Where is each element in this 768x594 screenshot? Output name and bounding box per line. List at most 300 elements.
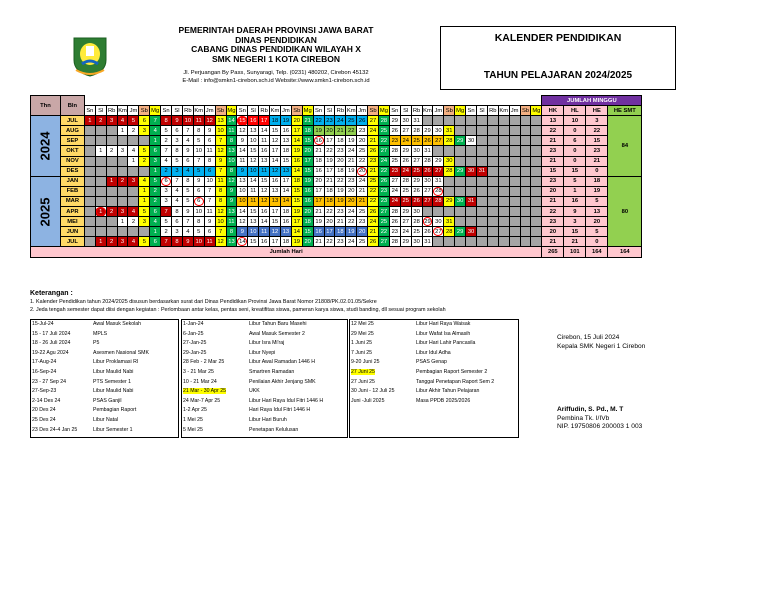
calendar-day: 11 — [248, 186, 259, 196]
event-date: 1 Mei 25 — [183, 417, 203, 423]
empty-day — [106, 136, 117, 146]
hl-value: 0 — [564, 156, 586, 166]
calendar-day: 30 — [455, 196, 466, 206]
event-description: Masa PPDB 2025/2026 — [416, 397, 471, 404]
month-label: JUL — [60, 116, 84, 126]
notes-title: Keterangan : — [30, 290, 73, 297]
he-value: 19 — [586, 186, 608, 196]
hl-value: 10 — [564, 116, 586, 126]
event-date: 19-22 Agu 2024 — [32, 349, 69, 356]
document-title: KALENDER PENDIDIKAN — [494, 32, 622, 44]
he-value: 15 — [586, 136, 608, 146]
calendar-day: 5 — [128, 116, 139, 126]
event-description: Penetapan Kelulusan — [249, 426, 299, 433]
calendar-day: 28 — [444, 227, 455, 237]
calendar-day: 9 — [193, 176, 204, 186]
calendar-day: 16 — [259, 237, 270, 247]
empty-day — [95, 126, 106, 136]
weekday-header: Sl — [95, 106, 106, 116]
empty-day — [531, 116, 542, 126]
calendar-day: 4 — [182, 136, 193, 146]
calendar-day: 9 — [237, 136, 248, 146]
calendar-day: 1 — [117, 217, 128, 227]
calendar-day: 5 — [150, 176, 161, 186]
month-label: MAR — [60, 196, 84, 206]
calendar-day: 1 — [95, 146, 106, 156]
calendar-day: 9 — [182, 207, 193, 217]
month-label: JAN — [60, 176, 84, 186]
event-date: 17-Aug-24 — [32, 359, 57, 366]
calendar-day: 27 — [422, 196, 433, 206]
hl-header: HL — [564, 106, 586, 116]
calendar-day: 26 — [422, 166, 433, 176]
calendar-day: 20 — [302, 146, 313, 156]
hk-value: 23 — [542, 176, 564, 186]
calendar-day: 26 — [422, 227, 433, 237]
notes-line: 1. Kalender Pendidikan tahun 2024/2025 disusun berdasarkan surat dari Dinas Pendidikan Provinsi Jawa Barat Nomor 21808/PK.02.01.05/Sekre — [30, 299, 377, 305]
he-value: 3 — [586, 116, 608, 126]
empty-day — [498, 237, 509, 247]
empty-day — [509, 166, 520, 176]
event-description: Libur Idul Adha — [416, 349, 451, 356]
calendar-day: 28 — [444, 136, 455, 146]
calendar-day: 21 — [313, 237, 324, 247]
calendar-day: 11 — [215, 176, 226, 186]
empty-day — [498, 116, 509, 126]
weekday-header: Sb — [368, 106, 379, 116]
calendar-day: 13 — [280, 227, 291, 237]
event-description: Libur Hari Raya Waisak — [416, 321, 471, 327]
event-description: Asesmen Nasional SMK — [93, 349, 149, 356]
calendar-day: 23 — [324, 116, 335, 126]
calendar-day: 26 — [411, 196, 422, 206]
event-date: 7 Juni 25 — [351, 349, 373, 356]
empty-day — [117, 166, 128, 176]
calendar-day: 22 — [346, 126, 357, 136]
empty-day — [487, 146, 498, 156]
empty-day — [455, 116, 466, 126]
weekday-header: Jm — [357, 106, 368, 116]
calendar-day: 23 — [335, 207, 346, 217]
calendar-day: 3 — [172, 166, 183, 176]
weekday-header: Km — [498, 106, 509, 116]
empty-day — [106, 217, 117, 227]
calendar-day: 21 — [313, 146, 324, 156]
event-date: 23 - 27 Sep 24 — [32, 378, 67, 385]
calendar-day: 15 — [280, 156, 291, 166]
calendar-day: 14 — [270, 156, 281, 166]
calendar-day: 14 — [291, 136, 302, 146]
month-label: JUN — [60, 227, 84, 237]
empty-day — [487, 237, 498, 247]
month-column-header: Bln — [60, 96, 84, 116]
calendar-day: 14 — [280, 196, 291, 206]
calendar-day: 28 — [400, 176, 411, 186]
calendar-day: 2 — [161, 166, 172, 176]
calendar-day: 21 — [313, 207, 324, 217]
hk-value: 21 — [542, 237, 564, 247]
weekday-header: Jm — [509, 106, 520, 116]
event-description: UKK — [249, 388, 260, 395]
empty-day — [84, 146, 95, 156]
empty-day — [84, 156, 95, 166]
he-value: 13 — [586, 207, 608, 217]
empty-day — [444, 146, 455, 156]
calendar-day: 1 — [117, 126, 128, 136]
event-date: 1 Juni 25 — [351, 340, 373, 347]
calendar-day: 2 — [161, 136, 172, 146]
calendar-day: 1 — [150, 166, 161, 176]
empty-day — [509, 146, 520, 156]
calendar-day: 13 — [226, 146, 237, 156]
signatory-name: Ariffudin, S. Pd., M. T — [557, 406, 624, 413]
calendar-day: 15 — [237, 116, 248, 126]
calendar-day: 11 — [259, 227, 270, 237]
empty-day — [466, 126, 477, 136]
empty-day — [84, 227, 95, 237]
calendar-day: 23 — [378, 186, 389, 196]
calendar-day: 2 — [150, 186, 161, 196]
calendar-day: 7 — [161, 146, 172, 156]
event-description: Libur Wafat Isa Almasih — [416, 330, 471, 337]
calendar-day: 4 — [150, 217, 161, 227]
weekday-header: Jm — [128, 106, 139, 116]
calendar-day: 9 — [237, 166, 248, 176]
calendar-day: 8 — [215, 196, 226, 206]
calendar-day: 13 — [259, 156, 270, 166]
hk-value: 22 — [542, 126, 564, 136]
calendar-day: 24 — [400, 227, 411, 237]
calendar-day: 12 — [237, 126, 248, 136]
calendar-day: 31 — [444, 217, 455, 227]
calendar-day: 10 — [215, 126, 226, 136]
calendar-day: 18 — [335, 166, 346, 176]
calendar-day: 28 — [389, 146, 400, 156]
calendar-day: 24 — [389, 186, 400, 196]
event-date: 20 Des 24 — [32, 407, 56, 414]
calendar-day: 7 — [215, 166, 226, 176]
empty-day — [422, 207, 433, 217]
event-date: 27 Juni 25 — [351, 369, 375, 375]
empty-day — [487, 176, 498, 186]
header-line: DINAS PENDIDIKAN — [235, 34, 317, 45]
empty-day — [509, 126, 520, 136]
calendar-day: 5 — [172, 156, 183, 166]
calendar-day: 23 — [368, 156, 379, 166]
calendar-table — [30, 95, 642, 258]
calendar-day: 14 — [237, 207, 248, 217]
calendar-day: 16 — [291, 156, 302, 166]
calendar-day: 2 — [106, 146, 117, 156]
calendar-day: 23 — [378, 196, 389, 206]
empty-day — [531, 196, 542, 206]
calendar-day: 5 — [182, 186, 193, 196]
calendar-day: 27 — [389, 176, 400, 186]
empty-day — [139, 166, 150, 176]
calendar-day: 19 — [335, 196, 346, 206]
empty-day — [95, 166, 106, 176]
calendar-day: 3 — [128, 176, 139, 186]
weekday-header: Sl — [172, 106, 183, 116]
empty-day — [106, 126, 117, 136]
calendar-day: 28 — [411, 217, 422, 227]
calendar-day: 3 — [161, 186, 172, 196]
calendar-day: 22 — [324, 146, 335, 156]
events-list-3 — [349, 319, 519, 438]
event-date: 12 Mei 25 — [351, 321, 374, 327]
event-date: 10 - 21 Mar 24 — [183, 378, 217, 385]
empty-day — [509, 186, 520, 196]
calendar-day: 4 — [150, 126, 161, 136]
empty-day — [95, 176, 106, 186]
calendar-day: 5 — [139, 207, 150, 217]
empty-day — [117, 186, 128, 196]
calendar-day: 19 — [335, 186, 346, 196]
calendar-day: 9 — [215, 156, 226, 166]
calendar-day: 4 — [117, 116, 128, 126]
calendar-day: 21 — [368, 136, 379, 146]
he-value: 0 — [586, 237, 608, 247]
calendar-day: 13 — [280, 136, 291, 146]
calendar-day: 8 — [226, 166, 237, 176]
empty-day — [509, 217, 520, 227]
empty-day — [117, 156, 128, 166]
empty-day — [455, 217, 466, 227]
calendar-day: 11 — [226, 217, 237, 227]
calendar-day: 22 — [378, 136, 389, 146]
calendar-day: 8 — [215, 186, 226, 196]
weeks-total-header: JUMLAH MINGGU — [542, 96, 642, 106]
calendar-day: 22 — [324, 237, 335, 247]
calendar-day: 4 — [139, 176, 150, 186]
empty-day — [520, 237, 531, 247]
empty-day — [128, 227, 139, 237]
empty-day — [487, 116, 498, 126]
empty-day — [509, 176, 520, 186]
calendar-day: 17 — [302, 156, 313, 166]
calendar-day: 20 — [324, 217, 335, 227]
calendar-day: 16 — [259, 207, 270, 217]
empty-day — [466, 176, 477, 186]
calendar-day: 19 — [302, 176, 313, 186]
calendar-day: 12 — [259, 186, 270, 196]
signature-block — [557, 334, 645, 351]
calendar-day: 15 — [248, 237, 259, 247]
calendar-day: 29 — [422, 217, 433, 227]
calendar-day: 3 — [172, 136, 183, 146]
calendar-day: 5 — [193, 227, 204, 237]
event-description: P5 — [93, 340, 100, 347]
month-label: OKT — [60, 146, 84, 156]
calendar-day: 14 — [291, 227, 302, 237]
calendar-day: 29 — [455, 227, 466, 237]
calendar-day: 1 — [139, 186, 150, 196]
calendar-day: 12 — [248, 156, 259, 166]
calendar-day: 22 — [324, 207, 335, 217]
calendar-day: 24 — [346, 237, 357, 247]
year-2024-label: 2024 — [31, 116, 61, 177]
weekday-header: Sn — [466, 106, 477, 116]
calendar-day: 26 — [400, 156, 411, 166]
empty-day — [476, 156, 487, 166]
calendar-day: 2 — [139, 156, 150, 166]
calendar-day: 26 — [389, 217, 400, 227]
event-description: Pembagian Raport — [93, 407, 137, 414]
calendar-day: 8 — [193, 217, 204, 227]
calendar-day: 6 — [139, 116, 150, 126]
event-description: Awal Masuk Sekolah — [93, 321, 142, 327]
calendar-day: 12 — [259, 196, 270, 206]
empty-day — [466, 186, 477, 196]
calendar-day: 5 — [139, 237, 150, 247]
calendar-day: 9 — [172, 116, 183, 126]
calendar-day: 29 — [400, 146, 411, 156]
event-description: Smartren Ramadan — [249, 369, 295, 375]
calendar-day: 18 — [335, 136, 346, 146]
calendar-day: 3 — [139, 217, 150, 227]
empty-day — [117, 227, 128, 237]
calendar-day: 16 — [248, 116, 259, 126]
empty-day — [455, 207, 466, 217]
weekday-header: Sl — [400, 106, 411, 116]
calendar-day: 10 — [237, 186, 248, 196]
empty-day — [455, 176, 466, 186]
calendar-day: 24 — [346, 146, 357, 156]
empty-day — [487, 166, 498, 176]
hl-value: 9 — [564, 207, 586, 217]
calendar-day: 7 — [204, 186, 215, 196]
empty-day — [520, 207, 531, 217]
calendar-day: 29 — [411, 176, 422, 186]
calendar-day: 8 — [193, 126, 204, 136]
empty-day — [531, 126, 542, 136]
calendar-day: 6 — [172, 217, 183, 227]
calendar-day: 3 — [161, 196, 172, 206]
calendar-day: 17 — [324, 166, 335, 176]
header-line: SMK NEGERI 1 KOTA CIREBON — [212, 53, 340, 64]
calendar-day: 15 — [248, 207, 259, 217]
calendar-day: 29 — [455, 166, 466, 176]
calendar-day: 19 — [280, 116, 291, 126]
calendar-day: 23 — [357, 217, 368, 227]
calendar-day: 23 — [357, 126, 368, 136]
empty-day — [509, 116, 520, 126]
empty-day — [95, 196, 106, 206]
calendar-day: 2 — [106, 237, 117, 247]
calendar-day: 19 — [313, 217, 324, 227]
calendar-day: 18 — [324, 186, 335, 196]
hk-value: 20 — [542, 186, 564, 196]
calendar-day: 18 — [302, 126, 313, 136]
calendar-day: 18 — [324, 196, 335, 206]
empty-day — [466, 217, 477, 227]
west-java-emblem-logo — [70, 34, 110, 78]
title-box — [440, 26, 676, 90]
calendar-day: 25 — [346, 116, 357, 126]
calendar-day: 7 — [182, 217, 193, 227]
calendar-day: 11 — [226, 126, 237, 136]
weekday-header: Mg — [226, 106, 237, 116]
empty-day — [531, 176, 542, 186]
calendar-day: 28 — [411, 126, 422, 136]
calendar-day: 30 — [422, 176, 433, 186]
empty-day — [466, 156, 477, 166]
contact-line: E-Mail : info@smkn1-cirebon.sch.id Website://www.smkn1-cirebon.sch.id — [182, 78, 370, 84]
calendar-day: 22 — [346, 217, 357, 227]
empty-day — [520, 217, 531, 227]
event-date: 9-20 Juni 25 — [351, 359, 380, 366]
empty-day — [84, 126, 95, 136]
event-date: 23 Des 24-4 Jan 25 — [32, 426, 78, 433]
calendar-day: 15 — [291, 196, 302, 206]
event-description: Libur Maulid Nabi — [93, 388, 134, 395]
calendar-day: 17 — [270, 207, 281, 217]
weekday-header: Sb — [139, 106, 150, 116]
calendar-day: 1 — [150, 227, 161, 237]
calendar-day: 28 — [422, 156, 433, 166]
event-description: Tanggal Penetapan Raport Sem 2 — [416, 378, 495, 385]
calendar-day: 15 — [259, 176, 270, 186]
empty-day — [498, 126, 509, 136]
calendar-day: 24 — [368, 126, 379, 136]
calendar-day: 19 — [346, 136, 357, 146]
calendar-day: 29 — [455, 136, 466, 146]
empty-day — [509, 227, 520, 237]
he-value: 22 — [586, 126, 608, 136]
calendar-day: 21 — [357, 196, 368, 206]
calendar-day: 25 — [411, 166, 422, 176]
empty-day — [84, 136, 95, 146]
calendar-day: 22 — [368, 196, 379, 206]
event-description: Libur Hari Lahir Pancasila — [416, 340, 476, 347]
calendar-day: 12 — [215, 146, 226, 156]
calendar-day: 29 — [444, 196, 455, 206]
calendar-day: 15 — [270, 217, 281, 227]
calendar-day: 2 — [117, 176, 128, 186]
calendar-day: 10 — [193, 146, 204, 156]
calendar-day: 25 — [411, 227, 422, 237]
calendar-day: 23 — [346, 176, 357, 186]
calendar-day: 29 — [433, 156, 444, 166]
weekday-header: Sb — [291, 106, 302, 116]
calendar-day: 25 — [411, 136, 422, 146]
empty-day — [84, 186, 95, 196]
calendar-day: 12 — [270, 227, 281, 237]
weekday-header: Rb — [487, 106, 498, 116]
empty-day — [531, 136, 542, 146]
calendar-day: 14 — [291, 166, 302, 176]
calendar-day: 16 — [313, 136, 324, 146]
weekday-header: Km — [346, 106, 357, 116]
hl-value: 3 — [564, 217, 586, 227]
calendar-day: 24 — [368, 217, 379, 227]
calendar-day: 9 — [182, 237, 193, 247]
empty-day — [476, 116, 487, 126]
event-description: Libur Nyepi — [249, 349, 276, 356]
event-description: Libur Semester 1 — [93, 426, 133, 433]
event-date: Juni -Juli 2025 — [351, 397, 385, 404]
calendar-day: 17 — [280, 176, 291, 186]
calendar-day: 28 — [389, 207, 400, 217]
empty-day — [531, 227, 542, 237]
institution-header — [118, 26, 434, 64]
empty-day — [498, 136, 509, 146]
month-label: AUG — [60, 126, 84, 136]
hk-value: 23 — [542, 217, 564, 227]
he-smt-sem1: 84 — [608, 116, 642, 177]
event-date: 27-Sep-23 — [32, 388, 57, 395]
calendar-day: 13 — [248, 217, 259, 227]
